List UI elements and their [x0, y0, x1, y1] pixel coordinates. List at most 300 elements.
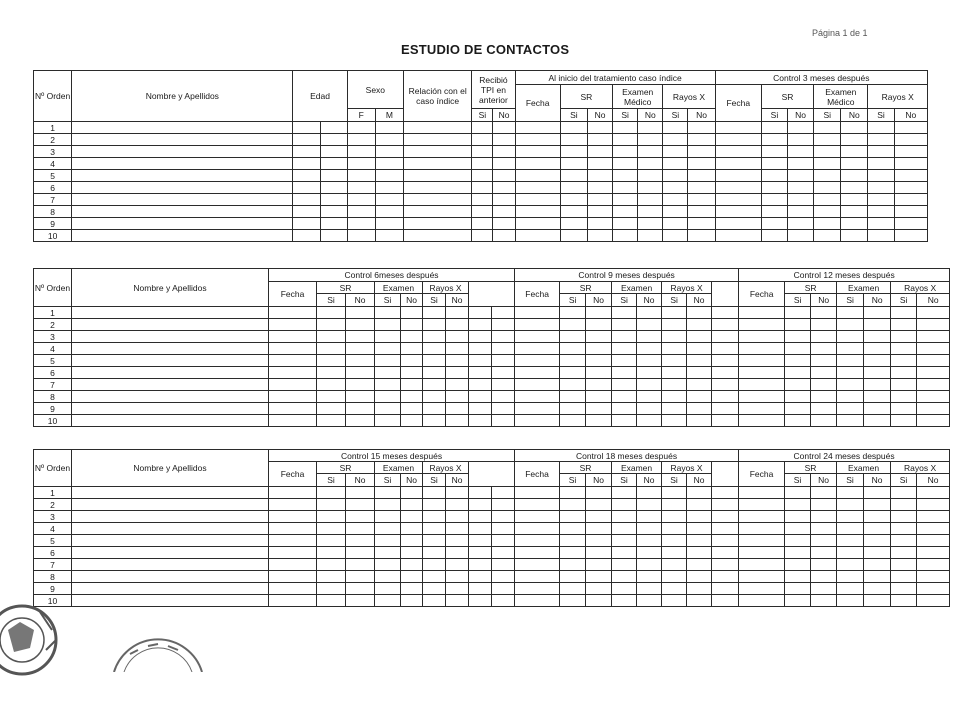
- blank-cell: [864, 379, 891, 391]
- blank-cell: [317, 319, 346, 331]
- blank-cell: [317, 499, 346, 511]
- blank-cell: [868, 194, 894, 206]
- blank-cell: [715, 122, 761, 134]
- blank-cell: [560, 230, 587, 242]
- blank-cell: [560, 206, 587, 218]
- blank-cell: [492, 307, 515, 319]
- rayos-x-header: Rayos X: [868, 85, 928, 109]
- blank-cell: [612, 571, 637, 583]
- inicio-header: Al inicio del tratamiento caso índice: [515, 71, 715, 85]
- blank-cell: [515, 182, 560, 194]
- blank-cell: [785, 307, 811, 319]
- blank-cell: [891, 415, 917, 427]
- table-row: [34, 122, 928, 134]
- blank-cell: [788, 194, 814, 206]
- table-row: [34, 403, 950, 415]
- blank-cell: [401, 583, 423, 595]
- blank-cell: [687, 499, 712, 511]
- blank-cell: [688, 170, 715, 182]
- blank-cell: [72, 391, 269, 403]
- blank-cell: [72, 535, 269, 547]
- blank-cell: [761, 158, 787, 170]
- blank-cell: [811, 595, 837, 607]
- blank-cell: [320, 122, 347, 134]
- blank-cell: [811, 559, 837, 571]
- sexo-m-header: M: [375, 109, 403, 122]
- blank-cell: [469, 343, 492, 355]
- blank-cell: [403, 206, 471, 218]
- blank-cell: [320, 206, 347, 218]
- blank-cell: [814, 230, 841, 242]
- si-header: Si: [423, 294, 446, 307]
- table-row: [34, 559, 950, 571]
- blank-cell: [317, 571, 346, 583]
- blank-cell: [739, 571, 785, 583]
- blank-cell: [472, 230, 493, 242]
- blank-cell: [739, 559, 785, 571]
- blank-cell: [811, 415, 837, 427]
- blank-cell: [423, 559, 446, 571]
- blank-cell: [712, 535, 739, 547]
- blank-cell: [785, 595, 811, 607]
- blank-cell: [293, 194, 320, 206]
- blank-cell: [687, 523, 712, 535]
- blank-cell: [492, 547, 515, 559]
- nombre-header: Nombre y Apellidos: [72, 71, 293, 122]
- si-header: Si: [613, 109, 638, 122]
- blank-cell: [837, 391, 864, 403]
- blank-cell: [687, 319, 712, 331]
- blank-cell: [293, 146, 320, 158]
- sr-header: SR: [560, 85, 612, 109]
- blank-cell: [469, 511, 492, 523]
- blank-cell: [811, 343, 837, 355]
- row-number: 5: [34, 355, 72, 367]
- blank-cell: [346, 343, 375, 355]
- blank-cell: [320, 230, 347, 242]
- blank-cell: [687, 535, 712, 547]
- blank-cell: [320, 170, 347, 182]
- blank-cell: [612, 343, 637, 355]
- blank-cell: [560, 535, 586, 547]
- blank-cell: [785, 319, 811, 331]
- blank-cell: [560, 523, 586, 535]
- blank-cell: [317, 559, 346, 571]
- blank-cell: [637, 511, 662, 523]
- si-header: Si: [814, 109, 841, 122]
- blank-cell: [72, 355, 269, 367]
- blank-cell: [662, 595, 687, 607]
- blank-cell: [346, 559, 375, 571]
- blank-cell: [515, 583, 560, 595]
- row-number: 7: [34, 559, 72, 571]
- si-header: Si: [472, 109, 493, 122]
- blank-cell: [469, 499, 492, 511]
- blank-cell: [347, 182, 375, 194]
- blank-cell: [811, 571, 837, 583]
- blank-cell: [346, 415, 375, 427]
- blank-cell: [712, 391, 739, 403]
- table-row: [34, 391, 950, 403]
- blank-cell: [637, 595, 662, 607]
- blank-cell: [493, 170, 515, 182]
- blank-cell: [347, 122, 375, 134]
- blank-cell: [492, 343, 515, 355]
- no-header: No: [864, 294, 891, 307]
- blank-cell: [493, 182, 515, 194]
- blank-cell: [586, 595, 612, 607]
- blank-cell: [317, 331, 346, 343]
- blank-cell: [515, 206, 560, 218]
- blank-cell: [688, 194, 715, 206]
- blank-cell: [788, 170, 814, 182]
- sexo-f-header: F: [347, 109, 375, 122]
- blank-cell: [761, 230, 787, 242]
- blank-cell: [423, 499, 446, 511]
- blank-cell: [375, 319, 401, 331]
- row-number: 8: [34, 206, 72, 218]
- blank-cell: [917, 415, 950, 427]
- blank-cell: [864, 355, 891, 367]
- blank-cell: [423, 379, 446, 391]
- blank-cell: [72, 194, 293, 206]
- blank-cell: [662, 391, 687, 403]
- blank-cell: [347, 230, 375, 242]
- blank-cell: [662, 535, 687, 547]
- blank-cell: [446, 499, 469, 511]
- blank-cell: [663, 122, 688, 134]
- blank-cell: [712, 319, 739, 331]
- blank-cell: [346, 403, 375, 415]
- blank-cell: [715, 206, 761, 218]
- examen-header: Examen: [375, 462, 423, 474]
- si-header: Si: [560, 109, 587, 122]
- blank-cell: [515, 230, 560, 242]
- blank-cell: [515, 158, 560, 170]
- blank-cell: [811, 331, 837, 343]
- blank-cell: [864, 499, 891, 511]
- table-row: [34, 194, 928, 206]
- page-title: ESTUDIO DE CONTACTOS: [401, 42, 570, 57]
- blank-cell: [687, 355, 712, 367]
- row-number: 5: [34, 535, 72, 547]
- blank-cell: [917, 379, 950, 391]
- blank-cell: [841, 182, 868, 194]
- si-header: Si: [612, 474, 637, 487]
- blank-cell: [586, 535, 612, 547]
- blank-cell: [492, 319, 515, 331]
- rayos-x-header: Rayos X: [423, 462, 469, 474]
- blank-cell: [472, 206, 493, 218]
- blank-cell: [586, 559, 612, 571]
- blank-cell: [662, 547, 687, 559]
- blank-cell: [687, 307, 712, 319]
- row-number: 7: [34, 379, 72, 391]
- blank-cell: [637, 499, 662, 511]
- blank-cell: [317, 487, 346, 499]
- blank-cell: [346, 523, 375, 535]
- blank-cell: [375, 367, 401, 379]
- blank-cell: [446, 331, 469, 343]
- blank-cell: [515, 355, 560, 367]
- blank-cell: [560, 170, 587, 182]
- blank-cell: [317, 523, 346, 535]
- blank-cell: [401, 595, 423, 607]
- blank-cell: [375, 379, 401, 391]
- blank-cell: [347, 218, 375, 230]
- blank-cell: [868, 146, 894, 158]
- blank-cell: [469, 367, 492, 379]
- blank-cell: [612, 535, 637, 547]
- blank-cell: [612, 391, 637, 403]
- blank-cell: [423, 391, 446, 403]
- blank-cell: [917, 319, 950, 331]
- nombre-header: Nombre y Apellidos: [72, 450, 269, 487]
- blank-cell: [612, 487, 637, 499]
- blank-cell: [613, 170, 638, 182]
- blank-cell: [637, 571, 662, 583]
- blank-cell: [715, 218, 761, 230]
- blank-cell: [637, 547, 662, 559]
- blank-cell: [811, 547, 837, 559]
- blank-cell: [347, 170, 375, 182]
- no-header: No: [401, 474, 423, 487]
- blank-cell: [638, 134, 663, 146]
- blank-cell: [837, 511, 864, 523]
- blank-cell: [662, 307, 687, 319]
- no-header: No: [864, 474, 891, 487]
- blank-cell: [891, 571, 917, 583]
- blank-cell: [837, 499, 864, 511]
- blank-cell: [492, 367, 515, 379]
- blank-cell: [492, 331, 515, 343]
- blank-cell: [401, 319, 423, 331]
- blank-cell: [688, 218, 715, 230]
- blank-cell: [811, 487, 837, 499]
- sexo-header: Sexo: [347, 71, 403, 109]
- blank-cell: [560, 559, 586, 571]
- blank-cell: [712, 343, 739, 355]
- blank-cell: [446, 391, 469, 403]
- blank-cell: [864, 331, 891, 343]
- blank-cell: [739, 307, 785, 319]
- official-seal-bottom: [108, 632, 208, 672]
- blank-cell: [347, 158, 375, 170]
- blank-cell: [317, 583, 346, 595]
- examen-medico-header: Examen Médico: [613, 85, 663, 109]
- blank-cell: [586, 331, 612, 343]
- blank-cell: [72, 571, 269, 583]
- blank-cell: [811, 511, 837, 523]
- blank-cell: [785, 499, 811, 511]
- blank-cell: [560, 571, 586, 583]
- blank-cell: [347, 206, 375, 218]
- blank-cell: [586, 523, 612, 535]
- blank-cell: [72, 583, 269, 595]
- blank-cell: [375, 583, 401, 595]
- blank-cell: [346, 547, 375, 559]
- blank-cell: [637, 535, 662, 547]
- blank-cell: [663, 218, 688, 230]
- row-number: 10: [34, 415, 72, 427]
- blank-cell: [423, 367, 446, 379]
- blank-cell: [72, 343, 269, 355]
- blank-cell: [612, 595, 637, 607]
- blank-cell: [841, 170, 868, 182]
- blank-header: [469, 462, 515, 487]
- blank-cell: [785, 403, 811, 415]
- blank-cell: [472, 170, 493, 182]
- blank-cell: [515, 134, 560, 146]
- blank-cell: [472, 146, 493, 158]
- fecha-header: Fecha: [269, 282, 317, 307]
- blank-cell: [586, 571, 612, 583]
- blank-cell: [891, 379, 917, 391]
- blank-cell: [446, 595, 469, 607]
- blank-cell: [346, 391, 375, 403]
- blank-cell: [715, 230, 761, 242]
- blank-cell: [788, 182, 814, 194]
- blank-cell: [638, 206, 663, 218]
- blank-cell: [712, 367, 739, 379]
- sr-header: SR: [761, 85, 813, 109]
- blank-cell: [637, 559, 662, 571]
- blank-cell: [515, 170, 560, 182]
- blank-cell: [637, 583, 662, 595]
- blank-cell: [269, 379, 317, 391]
- blank-cell: [560, 367, 586, 379]
- blank-cell: [761, 182, 787, 194]
- blank-cell: [917, 583, 950, 595]
- blank-cell: [638, 122, 663, 134]
- row-number: 2: [34, 134, 72, 146]
- blank-cell: [375, 535, 401, 547]
- blank-cell: [269, 511, 317, 523]
- control-15-header: Control 15 meses después: [269, 450, 515, 462]
- blank-cell: [638, 218, 663, 230]
- blank-cell: [868, 218, 894, 230]
- blank-cell: [375, 158, 403, 170]
- blank-cell: [864, 403, 891, 415]
- no-header: No: [638, 109, 663, 122]
- table-row: [34, 415, 950, 427]
- blank-cell: [739, 511, 785, 523]
- blank-cell: [403, 218, 471, 230]
- blank-cell: [612, 331, 637, 343]
- blank-cell: [868, 158, 894, 170]
- examen-header: Examen: [837, 462, 891, 474]
- blank-cell: [492, 571, 515, 583]
- blank-cell: [662, 403, 687, 415]
- blank-cell: [814, 218, 841, 230]
- blank-cell: [864, 559, 891, 571]
- blank-cell: [785, 559, 811, 571]
- blank-cell: [612, 583, 637, 595]
- row-number: 2: [34, 319, 72, 331]
- blank-cell: [446, 547, 469, 559]
- row-number: 10: [34, 230, 72, 242]
- blank-cell: [515, 194, 560, 206]
- table-row: [34, 379, 950, 391]
- blank-cell: [472, 158, 493, 170]
- blank-cell: [864, 547, 891, 559]
- blank-cell: [515, 547, 560, 559]
- blank-cell: [72, 146, 293, 158]
- blank-cell: [891, 343, 917, 355]
- blank-cell: [841, 218, 868, 230]
- blank-cell: [894, 134, 927, 146]
- blank-cell: [868, 134, 894, 146]
- blank-cell: [687, 391, 712, 403]
- no-header: No: [917, 474, 950, 487]
- blank-cell: [891, 559, 917, 571]
- blank-cell: [811, 499, 837, 511]
- si-header: Si: [663, 109, 688, 122]
- blank-cell: [403, 134, 471, 146]
- blank-cell: [587, 194, 612, 206]
- blank-cell: [72, 158, 293, 170]
- blank-cell: [375, 146, 403, 158]
- blank-cell: [375, 182, 403, 194]
- blank-cell: [375, 523, 401, 535]
- blank-cell: [492, 499, 515, 511]
- blank-cell: [375, 218, 403, 230]
- blank-cell: [761, 146, 787, 158]
- blank-cell: [560, 158, 587, 170]
- blank-cell: [837, 583, 864, 595]
- blank-cell: [560, 379, 586, 391]
- blank-cell: [586, 319, 612, 331]
- blank-cell: [269, 415, 317, 427]
- blank-cell: [788, 146, 814, 158]
- blank-cell: [917, 559, 950, 571]
- blank-cell: [814, 158, 841, 170]
- blank-cell: [785, 571, 811, 583]
- blank-cell: [515, 571, 560, 583]
- sr-header: SR: [560, 462, 612, 474]
- si-header: Si: [423, 474, 446, 487]
- control-9-header: Control 9 meses después: [515, 269, 739, 282]
- blank-cell: [917, 355, 950, 367]
- blank-cell: [688, 158, 715, 170]
- row-number: 1: [34, 307, 72, 319]
- blank-cell: [837, 343, 864, 355]
- rayos-x-header: Rayos X: [891, 462, 950, 474]
- tpi-header: Recibió TPI en anterior: [472, 71, 515, 109]
- blank-cell: [317, 403, 346, 415]
- blank-cell: [317, 391, 346, 403]
- blank-cell: [469, 547, 492, 559]
- row-number: 9: [34, 218, 72, 230]
- blank-cell: [560, 307, 586, 319]
- blank-cell: [401, 379, 423, 391]
- blank-cell: [446, 343, 469, 355]
- blank-cell: [814, 146, 841, 158]
- blank-cell: [560, 511, 586, 523]
- blank-cell: [401, 559, 423, 571]
- blank-cell: [269, 487, 317, 499]
- orden-header: Nº Orden: [34, 269, 72, 307]
- table-row: [34, 182, 928, 194]
- table-row: [34, 511, 950, 523]
- blank-cell: [560, 355, 586, 367]
- blank-cell: [72, 206, 293, 218]
- blank-cell: [403, 170, 471, 182]
- blank-cell: [638, 230, 663, 242]
- blank-cell: [586, 307, 612, 319]
- official-seal-left: [0, 600, 60, 680]
- blank-cell: [469, 571, 492, 583]
